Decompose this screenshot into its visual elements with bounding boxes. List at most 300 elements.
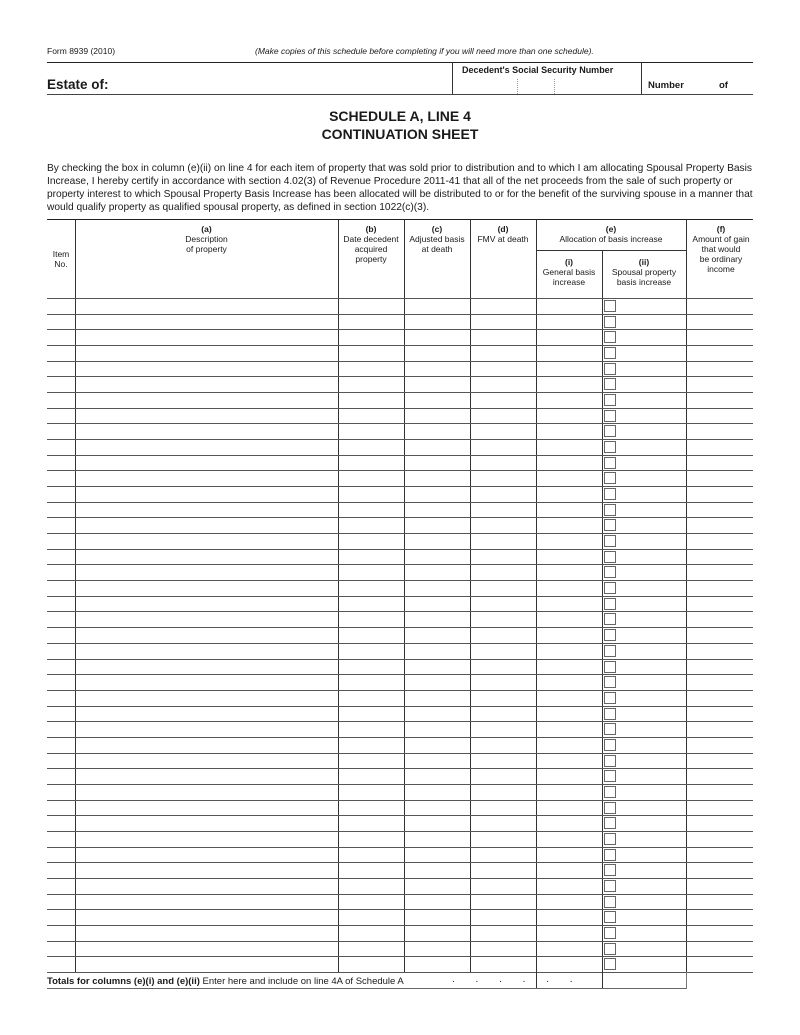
cell-a[interactable]	[77, 739, 336, 752]
spousal-basis-checkbox[interactable]	[604, 551, 616, 563]
cell-e-ii[interactable]	[618, 378, 684, 391]
cell-e-i[interactable]	[538, 629, 600, 642]
spousal-basis-checkbox[interactable]	[604, 958, 616, 970]
cell-d[interactable]	[472, 927, 534, 940]
cell-b[interactable]	[340, 880, 402, 893]
cell-a[interactable]	[77, 755, 336, 768]
cell-d[interactable]	[472, 582, 534, 595]
cell-c[interactable]	[406, 645, 468, 658]
spousal-basis-checkbox[interactable]	[604, 441, 616, 453]
cell-f[interactable]	[688, 739, 751, 752]
cell-e-ii[interactable]	[618, 472, 684, 485]
spousal-basis-checkbox[interactable]	[604, 911, 616, 923]
cell-a[interactable]	[77, 692, 336, 705]
cell-e-ii[interactable]	[618, 519, 684, 532]
cell-e-i[interactable]	[538, 708, 600, 721]
cell-a[interactable]	[77, 504, 336, 517]
cell-item[interactable]	[49, 723, 73, 736]
cell-b[interactable]	[340, 551, 402, 564]
cell-e-i[interactable]	[538, 300, 600, 313]
cell-c[interactable]	[406, 629, 468, 642]
cell-e-i[interactable]	[538, 316, 600, 329]
cell-c[interactable]	[406, 896, 468, 909]
cell-item[interactable]	[49, 864, 73, 877]
spousal-basis-checkbox[interactable]	[604, 504, 616, 516]
cell-a[interactable]	[77, 472, 336, 485]
cell-e-i[interactable]	[538, 958, 600, 971]
cell-c[interactable]	[406, 786, 468, 799]
cell-f[interactable]	[688, 347, 751, 360]
cell-item[interactable]	[49, 629, 73, 642]
cell-c[interactable]	[406, 300, 468, 313]
cell-a[interactable]	[77, 864, 336, 877]
cell-a[interactable]	[77, 708, 336, 721]
cell-a[interactable]	[77, 629, 336, 642]
cell-d[interactable]	[472, 331, 534, 344]
cell-f[interactable]	[688, 519, 751, 532]
cell-b[interactable]	[340, 723, 402, 736]
cell-a[interactable]	[77, 911, 336, 924]
cell-c[interactable]	[406, 661, 468, 674]
cell-c[interactable]	[406, 755, 468, 768]
cell-c[interactable]	[406, 441, 468, 454]
cell-item[interactable]	[49, 676, 73, 689]
cell-item[interactable]	[49, 770, 73, 783]
cell-item[interactable]	[49, 300, 73, 313]
cell-b[interactable]	[340, 676, 402, 689]
cell-d[interactable]	[472, 817, 534, 830]
cell-b[interactable]	[340, 394, 402, 407]
cell-b[interactable]	[340, 582, 402, 595]
cell-c[interactable]	[406, 864, 468, 877]
cell-b[interactable]	[340, 457, 402, 470]
cell-c[interactable]	[406, 363, 468, 376]
cell-f[interactable]	[688, 802, 751, 815]
cell-a[interactable]	[77, 441, 336, 454]
cell-e-ii[interactable]	[618, 802, 684, 815]
spousal-basis-checkbox[interactable]	[604, 331, 616, 343]
cell-item[interactable]	[49, 394, 73, 407]
cell-c[interactable]	[406, 723, 468, 736]
cell-e-i[interactable]	[538, 488, 600, 501]
cell-e-ii[interactable]	[618, 347, 684, 360]
cell-item[interactable]	[49, 927, 73, 940]
cell-item[interactable]	[49, 661, 73, 674]
cell-d[interactable]	[472, 692, 534, 705]
spousal-basis-checkbox[interactable]	[604, 316, 616, 328]
spousal-basis-checkbox[interactable]	[604, 535, 616, 547]
cell-d[interactable]	[472, 786, 534, 799]
cell-c[interactable]	[406, 488, 468, 501]
cell-e-i[interactable]	[538, 613, 600, 626]
cell-a[interactable]	[77, 488, 336, 501]
cell-c[interactable]	[406, 927, 468, 940]
cell-b[interactable]	[340, 425, 402, 438]
cell-b[interactable]	[340, 629, 402, 642]
cell-f[interactable]	[688, 425, 751, 438]
cell-a[interactable]	[77, 535, 336, 548]
cell-e-i[interactable]	[538, 504, 600, 517]
cell-d[interactable]	[472, 566, 534, 579]
cell-e-ii[interactable]	[618, 645, 684, 658]
cell-d[interactable]	[472, 755, 534, 768]
spousal-basis-checkbox[interactable]	[604, 519, 616, 531]
cell-e-i[interactable]	[538, 723, 600, 736]
cell-d[interactable]	[472, 441, 534, 454]
cell-c[interactable]	[406, 598, 468, 611]
cell-f[interactable]	[688, 786, 751, 799]
cell-b[interactable]	[340, 441, 402, 454]
cell-item[interactable]	[49, 566, 73, 579]
cell-e-ii[interactable]	[618, 300, 684, 313]
cell-c[interactable]	[406, 504, 468, 517]
cell-d[interactable]	[472, 363, 534, 376]
cell-item[interactable]	[49, 958, 73, 971]
estate-field[interactable]	[115, 66, 445, 92]
cell-c[interactable]	[406, 551, 468, 564]
cell-e-i[interactable]	[538, 817, 600, 830]
cell-e-ii[interactable]	[618, 943, 684, 956]
cell-c[interactable]	[406, 958, 468, 971]
cell-e-i[interactable]	[538, 864, 600, 877]
cell-a[interactable]	[77, 551, 336, 564]
spousal-basis-checkbox[interactable]	[604, 849, 616, 861]
cell-c[interactable]	[406, 880, 468, 893]
cell-item[interactable]	[49, 833, 73, 846]
cell-e-ii[interactable]	[618, 708, 684, 721]
cell-d[interactable]	[472, 802, 534, 815]
cell-item[interactable]	[49, 739, 73, 752]
cell-d[interactable]	[472, 676, 534, 689]
cell-item[interactable]	[49, 472, 73, 485]
cell-e-ii[interactable]	[618, 864, 684, 877]
cell-c[interactable]	[406, 802, 468, 815]
cell-e-i[interactable]	[538, 896, 600, 909]
cell-f[interactable]	[688, 551, 751, 564]
cell-c[interactable]	[406, 457, 468, 470]
cell-f[interactable]	[688, 958, 751, 971]
cell-d[interactable]	[472, 880, 534, 893]
cell-e-ii[interactable]	[618, 927, 684, 940]
cell-item[interactable]	[49, 911, 73, 924]
cell-b[interactable]	[340, 598, 402, 611]
cell-b[interactable]	[340, 739, 402, 752]
cell-item[interactable]	[49, 943, 73, 956]
cell-e-i[interactable]	[538, 457, 600, 470]
cell-b[interactable]	[340, 300, 402, 313]
cell-f[interactable]	[688, 378, 751, 391]
cell-d[interactable]	[472, 708, 534, 721]
cell-f[interactable]	[688, 676, 751, 689]
cell-item[interactable]	[49, 410, 73, 423]
cell-e-ii[interactable]	[618, 911, 684, 924]
cell-b[interactable]	[340, 566, 402, 579]
totals-e-i-field[interactable]	[537, 973, 601, 988]
cell-f[interactable]	[688, 770, 751, 783]
cell-b[interactable]	[340, 504, 402, 517]
cell-e-i[interactable]	[538, 661, 600, 674]
cell-c[interactable]	[406, 708, 468, 721]
cell-d[interactable]	[472, 472, 534, 485]
cell-a[interactable]	[77, 363, 336, 376]
cell-e-ii[interactable]	[618, 598, 684, 611]
cell-e-i[interactable]	[538, 833, 600, 846]
cell-c[interactable]	[406, 817, 468, 830]
cell-d[interactable]	[472, 833, 534, 846]
cell-a[interactable]	[77, 645, 336, 658]
cell-e-ii[interactable]	[618, 488, 684, 501]
cell-e-i[interactable]	[538, 849, 600, 862]
cell-f[interactable]	[688, 755, 751, 768]
cell-a[interactable]	[77, 927, 336, 940]
cell-e-i[interactable]	[538, 645, 600, 658]
cell-f[interactable]	[688, 896, 751, 909]
cell-d[interactable]	[472, 551, 534, 564]
spousal-basis-checkbox[interactable]	[604, 692, 616, 704]
cell-item[interactable]	[49, 598, 73, 611]
cell-e-ii[interactable]	[618, 613, 684, 626]
cell-c[interactable]	[406, 535, 468, 548]
cell-d[interactable]	[472, 316, 534, 329]
cell-e-ii[interactable]	[618, 582, 684, 595]
cell-f[interactable]	[688, 457, 751, 470]
cell-e-ii[interactable]	[618, 441, 684, 454]
totals-e-ii-field[interactable]	[603, 973, 685, 988]
cell-e-ii[interactable]	[618, 896, 684, 909]
cell-d[interactable]	[472, 629, 534, 642]
cell-f[interactable]	[688, 300, 751, 313]
number-field[interactable]	[690, 78, 716, 92]
cell-f[interactable]	[688, 598, 751, 611]
cell-a[interactable]	[77, 786, 336, 799]
cell-b[interactable]	[340, 378, 402, 391]
spousal-basis-checkbox[interactable]	[604, 472, 616, 484]
cell-e-i[interactable]	[538, 755, 600, 768]
cell-b[interactable]	[340, 410, 402, 423]
spousal-basis-checkbox[interactable]	[604, 896, 616, 908]
cell-e-ii[interactable]	[618, 817, 684, 830]
cell-c[interactable]	[406, 692, 468, 705]
cell-item[interactable]	[49, 519, 73, 532]
cell-a[interactable]	[77, 880, 336, 893]
cell-c[interactable]	[406, 943, 468, 956]
cell-b[interactable]	[340, 645, 402, 658]
cell-item[interactable]	[49, 504, 73, 517]
cell-e-ii[interactable]	[618, 457, 684, 470]
spousal-basis-checkbox[interactable]	[604, 833, 616, 845]
ssn-field[interactable]	[456, 79, 636, 93]
cell-a[interactable]	[77, 943, 336, 956]
cell-e-ii[interactable]	[618, 958, 684, 971]
cell-b[interactable]	[340, 661, 402, 674]
cell-d[interactable]	[472, 661, 534, 674]
cell-f[interactable]	[688, 723, 751, 736]
cell-b[interactable]	[340, 770, 402, 783]
cell-e-ii[interactable]	[618, 363, 684, 376]
cell-a[interactable]	[77, 833, 336, 846]
cell-e-ii[interactable]	[618, 755, 684, 768]
cell-item[interactable]	[49, 708, 73, 721]
cell-f[interactable]	[688, 864, 751, 877]
cell-e-ii[interactable]	[618, 692, 684, 705]
cell-d[interactable]	[472, 896, 534, 909]
cell-b[interactable]	[340, 519, 402, 532]
cell-d[interactable]	[472, 394, 534, 407]
cell-item[interactable]	[49, 441, 73, 454]
cell-d[interactable]	[472, 300, 534, 313]
cell-e-i[interactable]	[538, 472, 600, 485]
cell-b[interactable]	[340, 472, 402, 485]
cell-d[interactable]	[472, 535, 534, 548]
cell-e-i[interactable]	[538, 425, 600, 438]
cell-e-ii[interactable]	[618, 551, 684, 564]
cell-d[interactable]	[472, 457, 534, 470]
cell-c[interactable]	[406, 613, 468, 626]
cell-item[interactable]	[49, 551, 73, 564]
cell-a[interactable]	[77, 896, 336, 909]
cell-f[interactable]	[688, 911, 751, 924]
cell-item[interactable]	[49, 316, 73, 329]
cell-d[interactable]	[472, 425, 534, 438]
cell-a[interactable]	[77, 613, 336, 626]
cell-f[interactable]	[688, 927, 751, 940]
spousal-basis-checkbox[interactable]	[604, 598, 616, 610]
cell-e-i[interactable]	[538, 363, 600, 376]
cell-e-ii[interactable]	[618, 723, 684, 736]
spousal-basis-checkbox[interactable]	[604, 708, 616, 720]
cell-f[interactable]	[688, 708, 751, 721]
cell-e-i[interactable]	[538, 770, 600, 783]
cell-item[interactable]	[49, 378, 73, 391]
cell-b[interactable]	[340, 849, 402, 862]
spousal-basis-checkbox[interactable]	[604, 582, 616, 594]
cell-e-i[interactable]	[538, 535, 600, 548]
cell-b[interactable]	[340, 958, 402, 971]
cell-e-ii[interactable]	[618, 833, 684, 846]
cell-a[interactable]	[77, 566, 336, 579]
cell-e-ii[interactable]	[618, 566, 684, 579]
spousal-basis-checkbox[interactable]	[604, 770, 616, 782]
cell-c[interactable]	[406, 566, 468, 579]
spousal-basis-checkbox[interactable]	[604, 723, 616, 735]
cell-e-ii[interactable]	[618, 849, 684, 862]
cell-a[interactable]	[77, 770, 336, 783]
cell-a[interactable]	[77, 598, 336, 611]
cell-d[interactable]	[472, 645, 534, 658]
cell-d[interactable]	[472, 598, 534, 611]
cell-e-i[interactable]	[538, 676, 600, 689]
spousal-basis-checkbox[interactable]	[604, 676, 616, 688]
cell-c[interactable]	[406, 316, 468, 329]
cell-b[interactable]	[340, 613, 402, 626]
cell-a[interactable]	[77, 378, 336, 391]
cell-c[interactable]	[406, 519, 468, 532]
cell-e-ii[interactable]	[618, 425, 684, 438]
cell-b[interactable]	[340, 331, 402, 344]
cell-e-ii[interactable]	[618, 739, 684, 752]
cell-d[interactable]	[472, 519, 534, 532]
cell-f[interactable]	[688, 645, 751, 658]
cell-item[interactable]	[49, 817, 73, 830]
cell-b[interactable]	[340, 802, 402, 815]
cell-f[interactable]	[688, 394, 751, 407]
cell-item[interactable]	[49, 331, 73, 344]
cell-item[interactable]	[49, 613, 73, 626]
cell-a[interactable]	[77, 457, 336, 470]
spousal-basis-checkbox[interactable]	[604, 802, 616, 814]
spousal-basis-checkbox[interactable]	[604, 927, 616, 939]
cell-e-i[interactable]	[538, 880, 600, 893]
cell-e-ii[interactable]	[618, 676, 684, 689]
spousal-basis-checkbox[interactable]	[604, 864, 616, 876]
cell-f[interactable]	[688, 692, 751, 705]
cell-d[interactable]	[472, 504, 534, 517]
cell-b[interactable]	[340, 943, 402, 956]
cell-f[interactable]	[688, 535, 751, 548]
cell-b[interactable]	[340, 347, 402, 360]
cell-a[interactable]	[77, 817, 336, 830]
cell-item[interactable]	[49, 425, 73, 438]
cell-f[interactable]	[688, 316, 751, 329]
cell-c[interactable]	[406, 911, 468, 924]
cell-e-i[interactable]	[538, 441, 600, 454]
cell-item[interactable]	[49, 755, 73, 768]
cell-d[interactable]	[472, 943, 534, 956]
cell-c[interactable]	[406, 378, 468, 391]
cell-d[interactable]	[472, 958, 534, 971]
cell-d[interactable]	[472, 488, 534, 501]
cell-e-ii[interactable]	[618, 410, 684, 423]
cell-f[interactable]	[688, 661, 751, 674]
cell-e-ii[interactable]	[618, 786, 684, 799]
cell-item[interactable]	[49, 849, 73, 862]
cell-e-ii[interactable]	[618, 535, 684, 548]
cell-e-ii[interactable]	[618, 770, 684, 783]
spousal-basis-checkbox[interactable]	[604, 645, 616, 657]
cell-f[interactable]	[688, 833, 751, 846]
cell-e-ii[interactable]	[618, 661, 684, 674]
cell-c[interactable]	[406, 394, 468, 407]
cell-b[interactable]	[340, 363, 402, 376]
cell-d[interactable]	[472, 410, 534, 423]
cell-f[interactable]	[688, 629, 751, 642]
cell-e-i[interactable]	[538, 911, 600, 924]
cell-d[interactable]	[472, 911, 534, 924]
spousal-basis-checkbox[interactable]	[604, 363, 616, 375]
cell-c[interactable]	[406, 770, 468, 783]
cell-e-i[interactable]	[538, 331, 600, 344]
cell-e-i[interactable]	[538, 394, 600, 407]
cell-a[interactable]	[77, 410, 336, 423]
cell-c[interactable]	[406, 472, 468, 485]
spousal-basis-checkbox[interactable]	[604, 943, 616, 955]
cell-b[interactable]	[340, 833, 402, 846]
cell-a[interactable]	[77, 582, 336, 595]
cell-b[interactable]	[340, 535, 402, 548]
cell-e-ii[interactable]	[618, 629, 684, 642]
spousal-basis-checkbox[interactable]	[604, 425, 616, 437]
cell-d[interactable]	[472, 723, 534, 736]
spousal-basis-checkbox[interactable]	[604, 786, 616, 798]
cell-e-i[interactable]	[538, 598, 600, 611]
cell-f[interactable]	[688, 849, 751, 862]
cell-item[interactable]	[49, 692, 73, 705]
spousal-basis-checkbox[interactable]	[604, 755, 616, 767]
cell-d[interactable]	[472, 849, 534, 862]
cell-f[interactable]	[688, 410, 751, 423]
cell-e-i[interactable]	[538, 378, 600, 391]
cell-d[interactable]	[472, 739, 534, 752]
